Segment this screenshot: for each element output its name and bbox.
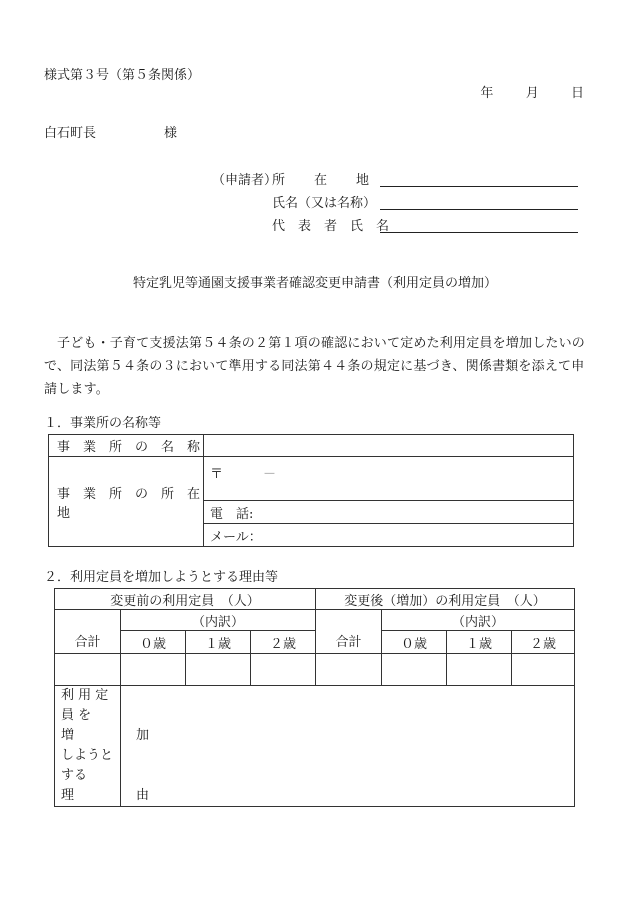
- reason-label: [55, 686, 149, 807]
- date-day: 日: [570, 86, 584, 101]
- name-label: 氏名（又は名称）: [272, 196, 377, 211]
- after-total-header-spacer: 合計: [316, 610, 382, 654]
- reason-line-3: しようとする: [61, 748, 114, 783]
- phone-field[interactable]: 電 話:: [204, 501, 574, 524]
- before-age2-header: ２歳: [251, 631, 316, 654]
- facility-name-label: 事 業 所 の 名 称: [49, 435, 204, 457]
- reason-line-1: 利 用 定 員 を: [61, 688, 109, 723]
- form-number: 様式第３号（第５条関係）: [44, 68, 201, 83]
- after-age0-header: ０歳: [382, 631, 447, 654]
- section2-heading: ２．利用定員を増加しようとする理由等: [44, 570, 279, 585]
- before-total-header-spacer: 合計: [55, 610, 121, 654]
- capacity-table: [54, 588, 575, 807]
- after-age1-header: １歳: [447, 631, 512, 654]
- date-year: 年: [480, 86, 494, 101]
- before-age2-field[interactable]: [251, 654, 316, 686]
- after-age1-field[interactable]: [447, 654, 512, 686]
- facility-location-label: 事 業 所 の 所 在 地: [49, 457, 204, 547]
- reason-field[interactable]: [121, 686, 575, 807]
- after-age2-field[interactable]: [512, 654, 575, 686]
- name-field[interactable]: [380, 209, 578, 210]
- before-age0-field[interactable]: [121, 654, 186, 686]
- facility-name-field[interactable]: [204, 435, 574, 457]
- document-title: 特定乳児等通園支援事業者確認変更申請書（利用定員の増加）: [132, 276, 497, 291]
- after-header: 変更後（増加）の利用定員 （人）: [316, 589, 575, 610]
- before-age0-header: ０歳: [121, 631, 186, 654]
- postal-field[interactable]: [204, 457, 574, 501]
- before-header: 変更前の利用定員 （人）: [55, 589, 316, 610]
- before-total-field[interactable]: [55, 654, 121, 686]
- after-age2-header: ２歳: [512, 631, 575, 654]
- addressee-name: 白石町長: [44, 126, 97, 141]
- before-breakdown: （内訳）: [121, 610, 316, 631]
- before-age1-field[interactable]: [186, 654, 251, 686]
- applicant-label: （申請者）: [212, 173, 278, 188]
- before-age1-header: １歳: [186, 631, 251, 654]
- body-text: 子ども・子育て支援法第５４条の２第１項の確認において定めた利用定員を増加したいので、同法第５４条の３において準用する同法第４４条の規定に基づき、関係書類を添えて申請します。: [44, 336, 586, 397]
- postal-dash: －: [263, 467, 277, 482]
- date-line: [480, 86, 584, 102]
- address-field[interactable]: [380, 186, 578, 187]
- after-breakdown: （内訳）: [382, 610, 575, 631]
- address-label: 所 在 地: [272, 173, 371, 188]
- section1-heading: １．事業所の名称等: [44, 416, 162, 431]
- reason-line-4: 理 由: [61, 788, 149, 803]
- facility-table: [48, 434, 574, 547]
- after-age0-field[interactable]: [382, 654, 447, 686]
- date-month: 月: [525, 86, 539, 101]
- addressee-honorific: 様: [164, 126, 178, 141]
- mail-field[interactable]: メール：: [204, 524, 574, 547]
- representative-field[interactable]: [380, 232, 578, 233]
- postal-mark: 〒: [210, 467, 224, 482]
- representative-label: 代 表 者 氏 名: [272, 219, 390, 234]
- reason-line-2: 増 加: [61, 728, 149, 743]
- after-total-field[interactable]: [316, 654, 382, 686]
